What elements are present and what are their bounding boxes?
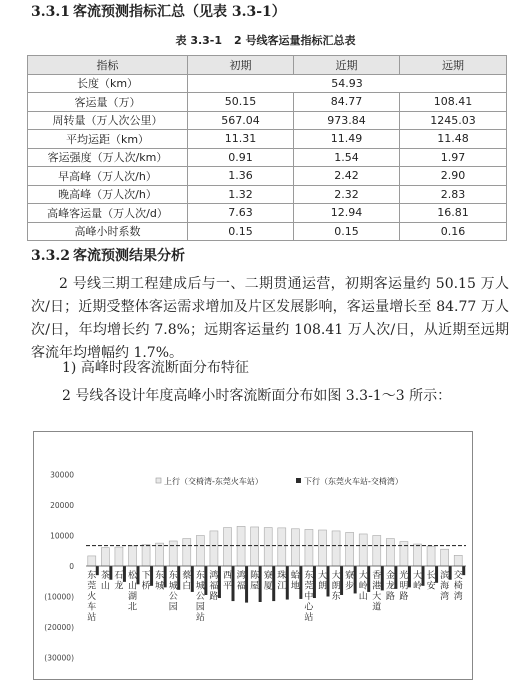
bar-up [427,546,435,566]
cell: 567.04 [188,111,294,130]
bar-up [454,555,462,566]
cell: 2.83 [400,185,507,204]
x-category-label: 松山湖北 [127,571,138,613]
x-category-label: 长安 [426,571,436,592]
bar-up [319,530,327,566]
x-category-label: 香港大道 [372,571,382,613]
bar-up [305,529,313,566]
header-cell: 指标 [28,56,188,75]
cell: 12.94 [294,204,400,223]
x-category-label: 金龙路 [385,571,395,602]
section-flow-chart [33,431,473,680]
x-category-label: 大朗 [317,571,328,592]
bar-up [183,539,191,566]
x-category-label: 下桥 [141,571,151,592]
row-label: 客运量（万） [28,93,188,112]
bar-up [156,543,164,566]
x-category-label: 蔡白 [182,571,192,592]
table-caption [0,32,531,48]
bar-up [224,528,232,566]
y-tick-label: 20000 [50,501,74,510]
cell: 0.91 [188,148,294,167]
cell: 1.54 [294,148,400,167]
x-category-label: 东城 [155,571,165,592]
cell: 11.31 [188,130,294,149]
table-row [28,185,507,204]
x-category-label: 光明路 [399,571,409,602]
row-label: 高峰小时系数 [28,222,188,241]
table-row [28,74,507,93]
row-label: 晚高峰（万人次/h） [28,185,188,204]
bar-up [210,531,218,566]
cell: 0.16 [400,222,507,241]
x-category-label: 石龙 [114,571,124,592]
x-category-label: 蛤地 [290,571,300,592]
bar-up [115,547,123,566]
table-caption-number: 表 3.3-1 [175,34,223,47]
section-number: 3.3.2 [31,248,70,264]
header-cell: 近期 [294,56,400,75]
x-category-label: 西平 [222,571,233,592]
table-row [28,93,507,112]
cell: 1.36 [188,167,294,186]
bar-up [196,536,204,567]
x-category-label: 东莞火车站 [87,571,97,623]
x-category-label: 鸿福路 [209,571,219,602]
x-category-label: 大岭山 [358,571,368,602]
x-category-label: 交椅湾 [453,571,463,602]
cell: 0.15 [294,222,400,241]
x-category-label: 大朗东 [331,571,341,602]
row-label: 高峰客运量（万人次/d） [28,204,188,223]
cell: 2.90 [400,167,507,186]
cell: 50.15 [188,93,294,112]
bar-up [88,556,96,566]
bar-up [332,531,340,566]
table-row [28,148,507,167]
x-category-label: 东城公园站 [195,571,205,623]
y-tick-label: (30000) [44,653,74,663]
bar-up [373,536,381,567]
bar-up [264,528,272,566]
legend-label-down: 下行（东莞火车站-交椅湾） [304,477,403,486]
bar-up [142,545,150,566]
x-category-label: 东城公园 [168,571,178,613]
section-title: 客流预测指标汇总（见表 3.3-1） [73,4,286,20]
table-row [28,130,507,149]
row-label: 周转量（万人次公里） [28,111,188,130]
cell: 11.49 [294,130,400,149]
y-tick-label: 30000 [50,470,74,480]
cell: 1245.03 [400,111,507,130]
x-category-label: 寮步 [345,571,355,592]
x-category-label: 滨海湾 [440,571,450,602]
legend-swatch-up [156,478,161,483]
section-number: 3.3.1 [31,4,70,20]
x-category-label: 东莞中心站 [304,571,314,623]
y-tick-label: (20000) [44,623,74,632]
cell: 1.97 [400,148,507,167]
bar-up [129,546,137,566]
cell: 108.41 [400,93,507,112]
x-category-label: 大岭 [412,571,423,592]
cell: 1.32 [188,185,294,204]
bar-up [169,541,177,566]
y-tick-label: 0 [69,562,74,571]
table-row [28,111,507,130]
bar-up [251,527,259,566]
cell: 973.84 [294,111,400,130]
table-row [28,204,507,223]
x-category-label: 陈屋 [250,571,260,592]
table-row [28,167,507,186]
cell: 0.15 [188,222,294,241]
cell: 16.81 [400,204,507,223]
bar-up [237,526,245,566]
x-category-label: 珠江 [277,571,287,592]
subheading-peak-distribution: 1) 高峰时段客流断面分布特征 [62,360,249,376]
cell: 7.63 [188,204,294,223]
merged-value-cell: 54.93 [188,74,507,93]
section-title: 客流预测结果分析 [73,248,185,264]
header-cell: 初期 [188,56,294,75]
bar-up [359,534,367,566]
legend-label-up: 上行（交椅湾-东莞火车站） [164,477,263,486]
cell: 2.32 [294,185,400,204]
analysis-paragraph: 2 号线三期工程建成后与一、二期贯通运营，初期客运量约 50.15 万人次/日；近期受整体客运需求增加及片区发展影响，客运量增长至 84.77 万人次/日，年均增长约 7.8%；远期客运量约 108.41 万人次/日，从近期至远期客流年均增幅约 1.7%。 [31,276,509,361]
table-row [28,222,507,241]
row-label: 长度（km） [28,74,188,93]
chart-svg [34,432,472,679]
header-cell: 远期 [400,56,507,75]
row-label: 平均运距（km） [28,130,188,149]
bar-up [414,544,422,566]
cell: 11.48 [400,130,507,149]
bar-up [346,532,354,566]
legend-swatch-down [296,478,301,483]
table-header-row [28,56,507,75]
bar-up [291,529,299,566]
bar-up [278,528,286,566]
cell: 2.42 [294,167,400,186]
passenger-indicator-table [27,55,507,241]
figure-intro-paragraph: 2 号线各设计年度高峰小时客流断面分布如图 3.3-1～3 所示： [62,388,452,404]
x-category-label: 鸿福 [236,571,246,592]
y-tick-label: (10000) [44,592,74,602]
bar-up [386,539,394,566]
row-label: 客运强度（万人次/km） [28,148,188,167]
row-label: 早高峰（万人次/h） [28,167,188,186]
cell: 84.77 [294,93,400,112]
y-tick-label: 10000 [50,531,74,541]
section-heading-3-3-1 [31,3,286,21]
x-category-label: 寮厦 [263,571,273,592]
x-category-label: 茶山 [100,571,110,592]
bar-up [441,549,449,566]
bar-up [101,548,109,566]
section-heading-3-3-2 [31,247,185,265]
table-caption-title: 2 号线客运量指标汇总表 [234,34,356,47]
